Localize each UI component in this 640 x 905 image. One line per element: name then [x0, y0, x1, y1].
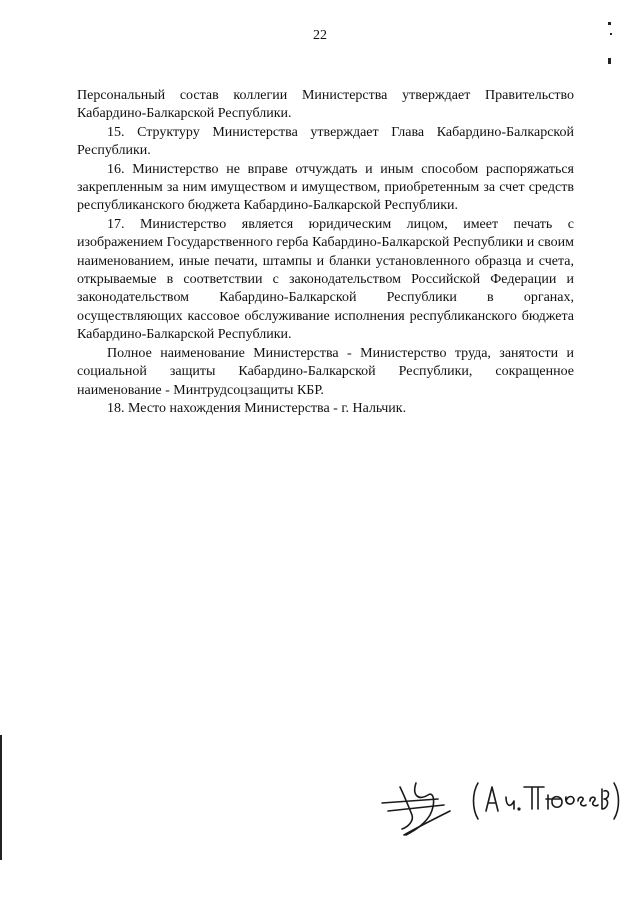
scan-artifact — [608, 22, 611, 25]
paragraph-16: 16. Министерство не вправе отчуждать и иным способом распоряжаться закрепленным за ним имуществом и имуществом, приобретенным за счет средств республиканского бюджета Кабардино-Балкарской Республики. — [77, 161, 574, 214]
paragraph-17: 17. Министерство является юридическим лицом, имеет печать с изображением Государственного герба Кабардино-Балкарской Республики и своим наименованием, иные печати, штампы и бланки установленного образца и счета, открываемые в соответствии с законодательством Российской Федерации и законодательством Кабардино-Балкарской Республики в органах, осуществляющих кассовое обслуживание исполнения республиканского бюджета Кабардино-Балкарской Республики. — [77, 216, 574, 343]
handwritten-signature — [378, 765, 623, 845]
scan-artifact — [610, 33, 612, 35]
paragraph-full-name: Полное наименование Министерства - Министерство труда, занятости и социальной защиты Кабардино-Балкарской Республики, сокращенное наименование - Минтрудсоцзащиты КБР. — [77, 345, 574, 398]
paragraph-board-composition: Персональный состав коллегии Министерства утверждает Правительство Кабардино-Балкарской Республики. — [77, 88, 574, 122]
paragraph-15: 15. Структуру Министерства утверждает Глава Кабардино-Балкарской Республики. — [77, 124, 574, 159]
scan-artifact — [608, 58, 611, 64]
document-body — [77, 87, 574, 418]
scan-artifact — [0, 735, 2, 860]
paragraph-18: 18. Место нахождения Министерства - г. Нальчик. — [107, 400, 407, 416]
page-number: 22 — [313, 28, 327, 43]
